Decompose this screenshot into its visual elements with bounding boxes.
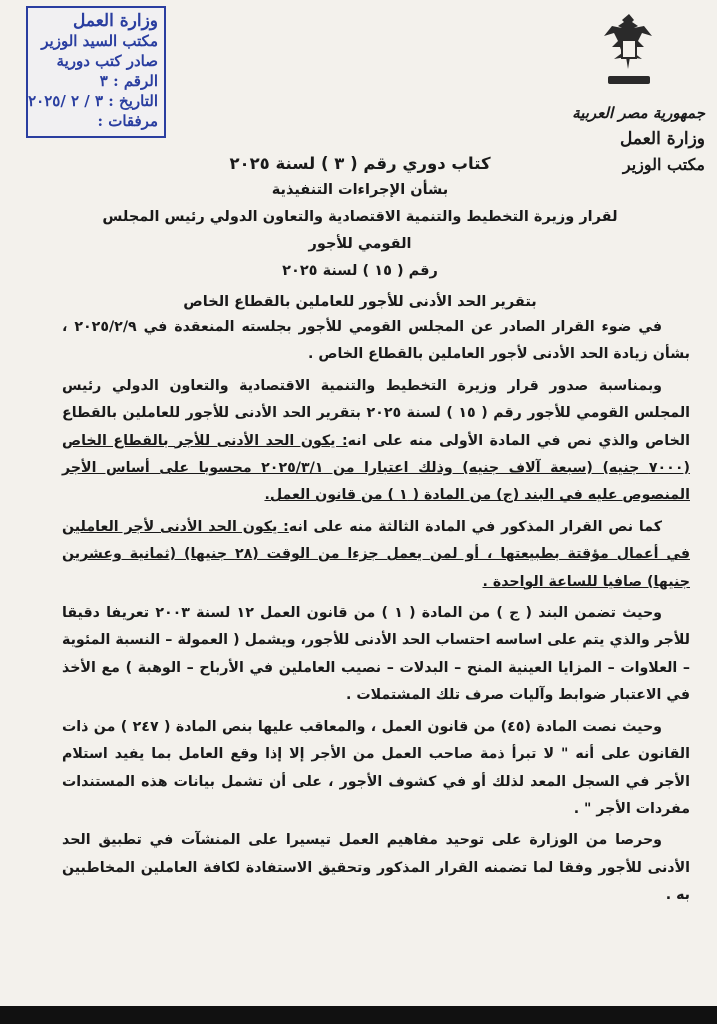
document-title [90,150,630,316]
paragraph-2 [62,373,690,510]
stamp-attachments: مرفقات : [97,112,158,130]
paragraph-1: في ضوء القرار الصادر عن المجلس القومي للأجور بجلسته المنعقدة في ٢٠٢٥/٢/٩ ، بشأن زيادة الحد الأدنى لأجور العاملين بالقطاع الخاص . [62,319,690,363]
stamp-ministry: وزارة العمل [73,11,158,31]
stamp-date: التاريخ : ٣ / ٢ /٢٠٢٥ [28,92,158,110]
document-body [62,314,690,914]
header-office: مكتب الوزير [622,155,705,174]
header-ministry: وزارة العمل [620,129,705,149]
stamp-office: مكتب السيد الوزير [41,32,158,50]
paragraph-3 [62,514,690,596]
paragraph-3-intro: كما نص القرار المذكور في المادة الثالثة منه على انه [288,518,662,535]
paragraph-5: وحيث نصت المادة (٤٥) من قانون العمل ، والمعاقب عليها بنص المادة ( ٢٤٧ ) من ذات القانون على أنه " لا تبرأ ذمة صاحب العمل من الأجر إلا إذا وقع العامل بما يفيد استلام الأجر في السجل المعد لذلك أو في كشوف الأجور ، على أن تشمل بيانات هذه المستندات مفردات الأجر " . [62,718,690,817]
paragraph-2-quote: : يكون الحد الأدنى للأجر بالقطاع الخاص (٧٠٠٠ جنيه) (سبعة آلاف جنيه) وذلك اعتبارا من ٢٠٢٥/٣/١ محسوبا على أساس الأجر المنصوص عليه في البند (ج) من المادة ( ١ ) من قانون العمل. [62,432,690,504]
paragraph-2-intro: وبمناسبة صدور قرار وزيرة التخطيط والتنمية الاقتصادية والتعاون الدولي رئيس المجلس القومي للأجور رقم ( ١٥ ) لسنة ٢٠٢٥ بتقرير الحد الأدنى للأجور للعاملين بالقطاع الخاص والذي نص في المادة الأولى منه على انه [62,377,691,449]
ministry-stamp [26,6,166,138]
stamp-issued: صادر كتب دورية [56,52,158,70]
title-line-5: بتقرير الحد الأدنى للأجور للعاملين بالقطاع الخاص [183,294,537,310]
paragraph-3-quote: : يكون الحد الأدنى لأجر العاملين في أعمال مؤقتة بطبيعتها ، أو لمن يعمل جزءا من الوقت (٢٨ جنيها) (ثمانية وعشرين جنيها) صافيا للساعة الواحدة . [62,518,690,590]
stamp-number: الرقم : ٣ [99,72,158,90]
title-line-2: بشأن الإجراءات التنفيذية [271,182,449,198]
paragraph-4: وحيث تضمن البند ( ج ) من المادة ( ١ ) من قانون العمل ١٢ لسنة ٢٠٠٣ تعريفا دقيقا للأجر والذي يتم على اساسه احتساب الحد الأدنى للأجور، ويشمل ( العمولة – النسبة المئوية – العلاوات – المزايا العينية المنح – البدلات – نصيب العاملين في الأرباح – الوهبة ) مع الأخذ في الاعتبار ضوابط وآليات صرف تلك المشتملات . [62,605,690,704]
title-line-3: لقرار وزيرة التخطيط والتنمية الاقتصادية والتعاون الدولي رئيس المجلس القومي للأجور [102,209,618,252]
scan-edge [0,1006,717,1024]
eagle-emblem-icon [598,10,660,88]
title-line-4: رقم ( ١٥ ) لسنة ٢٠٢٥ [282,263,438,279]
title-line-1: كتاب دوري رقم ( ٣ ) لسنة ٢٠٢٥ [229,154,491,173]
paragraph-6: وحرصا من الوزارة على توحيد مفاهيم العمل تيسيرا على المنشآت في تطبيق الحد الأدنى للأجور وفقا لما تضمنه القرار المذكور وتحقيق الاستفادة لكافة العاملين المخاطبين به . [62,832,690,904]
header-republic: جمهورية مصر العربية [572,104,705,122]
